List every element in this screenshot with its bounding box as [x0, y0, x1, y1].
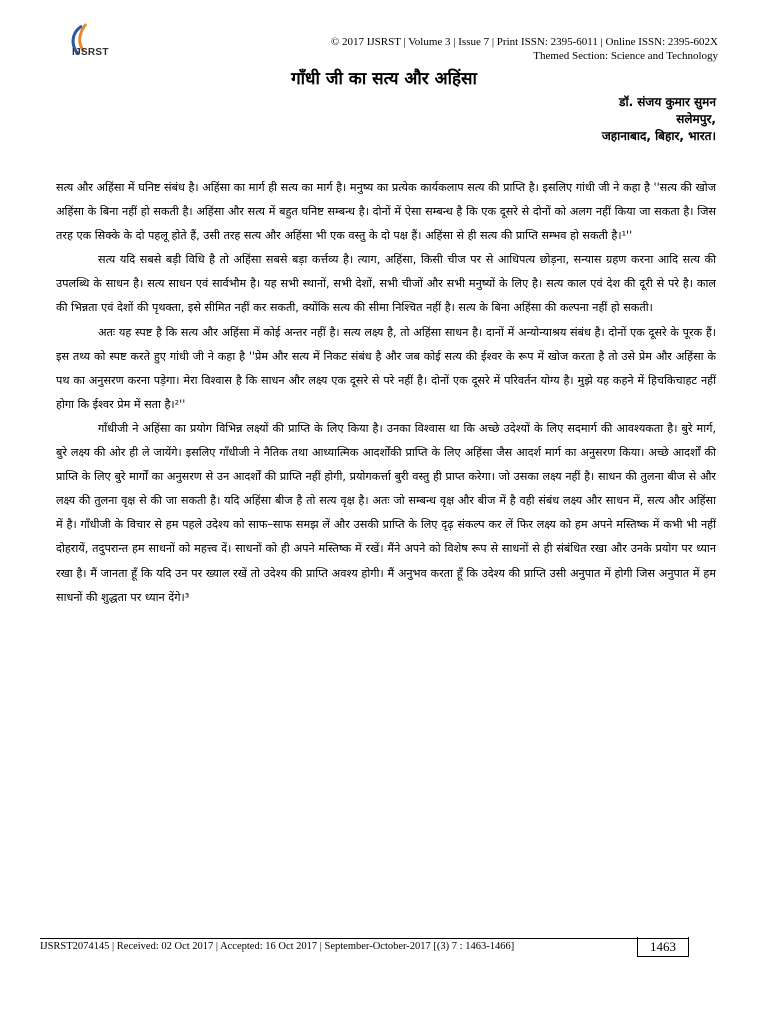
- footer-citation: IJSRST2074145 | Received: 02 Oct 2017 | Accepted: 16 Oct 2017 | September-October-2017 [(3) 7 : 1463-1466]: [40, 941, 515, 952]
- author-region: जहानाबाद, बिहार, भारत।: [601, 129, 716, 143]
- journal-header: [331, 35, 718, 63]
- footer-divider: [40, 938, 688, 939]
- article-title: गाँधी जी का सत्य और अहिंसा: [291, 69, 477, 89]
- author-place: सलेमपुर,: [676, 112, 716, 126]
- body-paragraph: अतः यह स्पष्ट है कि सत्य और अहिंसा में कोई अन्तर नहीं है। सत्य लक्ष्य है, तो अहिंसा साधन है। दानों में अन्योन्याश्रय संबंध है। दोनों एक दूसरे के पूरक हैं। इस तथ्य को स्पष्ट करते हुए गांधी जी ने कहा है ''प्रेम और सत्य में निकट संबंध है और जब कोई सत्य की ईश्वर के रूप में खोज करता है तो उसे प्रेम और अहिंसा के पथ का अनुसरण करना पड़ेगा। मेरा विश्वास है कि साधन और लक्ष्य एक दूसरे से परे नहीं है। दोनों एक दूसरे में परिवर्तन योग्य है। मुझे यह कहने में हिचकिचाहट नहीं होगा कि ईश्वर प्रेम में सता है।²'': [56, 325, 716, 411]
- body-paragraph: सत्य और अहिंसा में घनिष्ट संबंध है। अहिंसा का मार्ग ही सत्य का मार्ग है। मनुष्य का प्रत्येक कार्यकलाप सत्य की प्राप्ति है। इसलिए गांधी जी ने कहा है ''सत्य की खोज अहिंसा के बिना नहीं हो सकती है। अहिंसा और सत्य में बहुत घनिष्ट सम्बन्ध है। दोनों में ऐसा सम्बन्ध है कि एक दूसरे से दोनों को अलग नहीं किया जा सकता है। जिस तरह एक सिक्के के दो पहलू होते हैं, उसी तरह सत्य और अहिंसा भी एक वस्तु के दो पक्ष हैं। अहिंसा से ही सत्य की प्राप्ति सम्भव हो सकती है।¹'': [56, 181, 716, 243]
- author-name: डॉ. संजय कुमार सुमन: [619, 95, 716, 109]
- themed-section: Themed Section: Science and Technology: [533, 50, 718, 62]
- author-block: [602, 94, 716, 145]
- journal-citation: © 2017 IJSRST | Volume 3 | Issue 7 | Print ISSN: 2395-6011 | Online ISSN: 2395-602X: [330, 36, 718, 48]
- body-paragraph: सत्य यदि सबसे बड़ी विधि है तो अहिंसा सबसे बड़ा कर्त्तव्य है। त्याग, अहिंसा, किसी चीज पर से आधिपत्य छोड़ना, सन्यास ग्रहण करना आदि सत्य की उपलब्धि के साधन है। सत्य साधन एवं सार्वभौम है। यह सभी स्थानों, सभी देशों, सभी चीजों और सभी मनुष्यों के लिए है। सत्य काल एवं देश की दूरी से परे है। काल की भिन्नता एवं देशों की पृथक्ता, इसे सीमित नहीं कर सकती, क्योंकि सत्य की सीमा निश्चित नहीं है। सत्य के बिना अहिंसा की कल्पना नहीं हो सकती।: [56, 253, 716, 315]
- page-number: 1463: [637, 937, 689, 957]
- article-body: [56, 176, 716, 610]
- journal-logo-text: IJSRST: [72, 47, 109, 58]
- body-paragraph: गाँधीजी ने अहिंसा का प्रयोग विभिन्न लक्ष्यों की प्राप्ति के लिए किया है। उनका विश्वास था कि अच्छे उदेश्यों के लिए सदमार्ग की आवश्यकता है। बुरे मार्ग, बुरे लक्ष्य की ओर ही ले जायेंगे। इसलिए गाँधीजी ने नैतिक तथा आध्यात्मिक आदर्शोंकी प्राप्ति के लिए अहिंसा जैस आदर्श मार्ग का अनुसरण किया। अच्छे आदर्शों की प्राप्ति के लिए बुरे मार्गों का अनुसरण से उन आदर्शों की प्राप्ति नहीं होगी, प्रयोगकर्त्ता बुरी वस्तु ही प्राप्त करेगा। जो उसका लक्ष्य नहीं है। साधन की तुलना बीज से और लक्ष्य की तुलना वृक्ष से की जा सकती है। यदि अहिंसा बीज है तो सत्य वृक्ष है। अतः जो सम्बन्ध वृक्ष और बीज में है वही संबंध लक्ष्य और साधन में, सत्य और अहिंसा में है। गाँधीजी के विचार से हम पहले उदेश्य को साफ–साफ समझ लें और उसकी प्राप्ति के लिए दृढ़ संकल्प कर लें फिर लक्ष्य को हम अपने मस्तिष्क में कभी भी नहीं दोहरायें, तदुपरान्त हम साधनों को महत्त्व दें। साधनों को ही अपने मस्तिष्क में रखें। मैंने अपने को विशेष रूप से साधनों से ही संबंधित रखा और उनके प्रयोग पर ध्यान रखा है। मैं जानता हूँ कि यदि उन पर ख्याल रखें तो उदेश्य की प्राप्ति अवश्य होगी। मैं अनुभव करता हूँ कि उदेश्य की प्राप्ति उसी अनुपात में होगी जिस अनुपात में हम साधनों की शुद्धता पर ध्यान देंगे।³: [56, 421, 716, 604]
